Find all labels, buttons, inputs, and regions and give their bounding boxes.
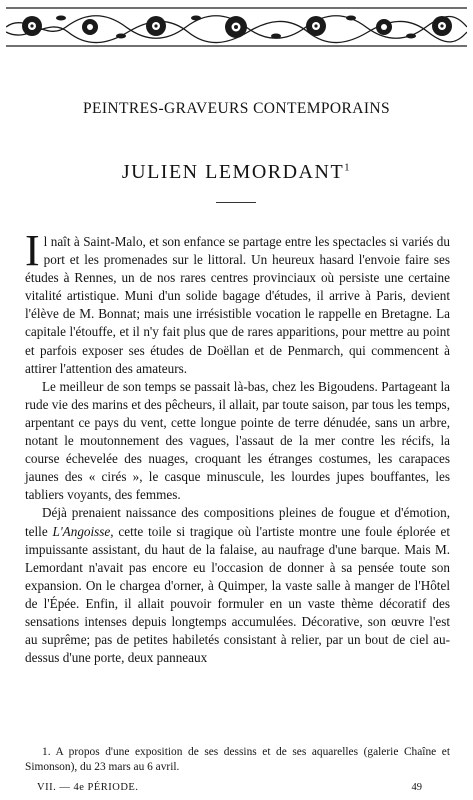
page-footer	[25, 781, 450, 795]
section-title: PEINTRES-GRAVEURS CONTEMPORAINS	[82, 100, 391, 117]
paragraph-2: Le meilleur de son temps se passait là-bas, chez les Bigoudens. Partageant la rude vie des marins et des pêcheurs, il allait, par toute saison, par tous les temps, arpentant ce pays du vent, cette longue pointe de terre dénudée, sans un arbre, notant le moutonnement des vagues, l'assaut de la mer contre les récifs, la course échevelée des nuages, croquant les étranges costumes, les carapaces jaunes des « cirés », le casque minuscule, les lourdes jupes bouffantes, les tabliers voyants, des femmes.	[25, 378, 450, 503]
paragraph-3-rest: , cette toile si tragique où l'artiste montre une foule éplorée et impuissante assistant, du haut de la falaise, au naufrage d'une barque. Mais M. Lemordant n'avait pas encore eu l'occasion de donner à sa pensée toute son expansion. On le chargea d'orner, à Quimper, la vaste salle à manger de l'Hôtel de l'Épée. Enfin, il allait pouvoir formuler en un vaste thème décoratif des sensations intenses depuis longtemps accumulées. Décorative, son œuvre l'est au suprême; pas de petites habiletés consistant à relier, par un bout de ciel au-dessus d'une porte, deux panneaux	[25, 523, 451, 666]
drop-cap: I	[25, 226, 40, 275]
page-number: 49	[411, 782, 422, 793]
paragraph-1	[25, 226, 450, 378]
paragraph-3-lead: Déjà prenaient naissance des compositions pleines de fougue et d'émotion, telle	[25, 505, 450, 539]
title-divider	[216, 202, 256, 203]
article-body	[25, 226, 451, 667]
article-title	[0, 160, 473, 184]
paragraph-3	[25, 504, 450, 667]
artwork-title: L'Angoisse	[52, 523, 111, 539]
paragraph-1-text: l naît à Saint-Malo, et son enfance se partage entre les spectacles si variés du port et les promenades sur le littoral. Un heureux hasard l'envoie faire ses études à Rennes, un de nos rares centres provinciaux où persiste une certaine vitalité artistique. Muni d'un solide bagage d'études, il arrive à Paris, devient l'élève de M. Bonnat; mais une irrésistible vocation le rappelle en Bretagne. La capitale l'étouffe, et il n'y fait plus que de rares apparitions, pour mettre au point et parfois exposer ses études de Doëllan et de Penmarch, qui commencent à attirer l'attention des amateurs.	[25, 234, 450, 376]
floral-ornament-banner	[6, 4, 467, 50]
footnote-marker: 1	[344, 161, 352, 174]
footnote-text: 1. A propos d'une exposition de ses dessins et de ses aquarelles (galerie Chaîne et Simonson), du 23 mars au 6 avril.	[25, 746, 450, 773]
footnote	[25, 745, 450, 775]
article-title-text: JULIEN LEMORDANT	[121, 161, 345, 183]
volume-label: VII. — 4e PÉRIODE.	[37, 782, 139, 793]
